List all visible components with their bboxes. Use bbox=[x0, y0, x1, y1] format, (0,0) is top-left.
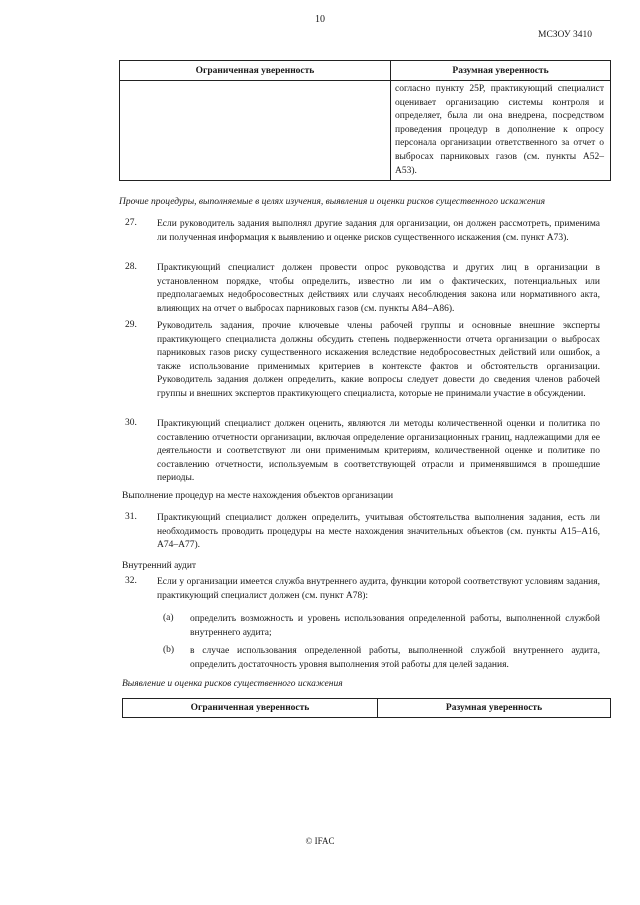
paragraph-text: Практикующий специалист должен определить, учитывая обстоятельства выполнения задания, есть ли необходимость проводить процедуры на месте нахождения значительных объектов (см. пункты А15–А16, А74–А77). bbox=[157, 513, 600, 551]
paragraph-number: 27. bbox=[125, 218, 137, 228]
paragraph-text: Практикующий специалист должен оценить, являются ли методы количественной оценки и политика по составлению отчетности организации, включая определение организационных границ, надлежащими для ее деятельности и соответствуют ли они применимым критериям, количественной оценке и политике по составлению отчетности, используемым в соответствующей отрасли и применявшимся в прошедшие периоды. bbox=[157, 419, 600, 484]
limited-assurance-cell bbox=[120, 81, 391, 181]
paragraph-text: Руководитель задания, прочие ключевые члены рабочей группы и основные внешние эксперты практикующего специалиста должны обсудить степень подверженности отчета организации о выбросах парниковых газов риску существенного искажения вследствие недобросовестных действий или ошибок, а также использование применимых критериев в контексте фактов и обстоятельств организации. Руководитель задания должен определить, какие вопросы следует довести до сведения членов рабочей группы и внешних экспертов практикующего специалиста, которые не принимали участие в обсуждении. bbox=[157, 321, 600, 399]
paragraph-number: 31. bbox=[125, 512, 137, 522]
section-heading-other-procedures: Прочие процедуры, выполняемые в целях изучения, выявления и оценки рисков существенного искажения bbox=[119, 197, 546, 207]
paragraph-text: Если руководитель задания выполнял другие задания для организации, он должен рассмотреть, применима ли полученная информация к выявлению и оценке рисков существенного искажения (см. пункт А73). bbox=[157, 219, 600, 243]
paragraph-number: 32. bbox=[125, 576, 137, 586]
footer-copyright: © IFAC bbox=[305, 836, 335, 846]
paragraph-text: Практикующий специалист должен провести опрос руководства и других лиц в организации в установленном порядке, чтобы определить, известно ли им о фактических, потенциальных или предполагаемых недобросовестных действиях или случаях несоблюдения закона или нормативного акта, влияющих на отчет о выбросах парниковых газов (см. пункты А84–А86). bbox=[157, 263, 600, 314]
list-item-text: в случае использования определенной работы, выполненной службой внутреннего аудита, определить достаточность уровня выполнения этой работы для целей задания. bbox=[190, 646, 600, 670]
list-item-text: определить возможность и уровень использования определенной работы, выполненной службой внутреннего аудита; bbox=[190, 614, 600, 638]
list-item-label: (a) bbox=[163, 613, 174, 623]
section-heading-internal-audit: Внутренний аудит bbox=[122, 561, 197, 571]
reasonable-assurance-text: согласно пункту 25Р, практикующий специалист оценивает организацию системы контроля и определяет, была ли она внедрена, посредством проведения процедур в дополнение к опросу персонала организации ответственного за отчет о выбросах парниковых газов (см. пункты А52–А53). bbox=[395, 84, 604, 176]
page-number: 10 bbox=[315, 14, 325, 25]
paragraph-number: 29. bbox=[125, 320, 137, 330]
column-header-limited-assurance: Ограниченная уверенность bbox=[123, 699, 378, 718]
paragraph-number: 28. bbox=[125, 262, 137, 272]
column-header-reasonable-assurance: Разумная уверенность bbox=[378, 699, 611, 718]
assurance-comparison-table bbox=[119, 60, 611, 181]
section-heading-risk-identification: Выявление и оценка рисков существенного искажения bbox=[122, 679, 343, 689]
reasonable-assurance-cell bbox=[391, 81, 611, 181]
column-header-limited-assurance: Ограниченная уверенность bbox=[120, 61, 391, 81]
section-heading-onsite-procedures: Выполнение процедур на месте нахождения объектов организации bbox=[122, 491, 394, 501]
paragraph-number: 30. bbox=[125, 418, 137, 428]
standard-code: МСЗОУ 3410 bbox=[538, 30, 592, 40]
list-item-label: (b) bbox=[163, 645, 175, 655]
column-header-reasonable-assurance: Разумная уверенность bbox=[391, 61, 611, 81]
paragraph-text: Если у организации имеется служба внутреннего аудита, функции которой соответствуют условиям задания, практикующий специалист должен (см. пункт А78): bbox=[157, 577, 600, 601]
assurance-comparison-table-bottom bbox=[122, 698, 611, 718]
